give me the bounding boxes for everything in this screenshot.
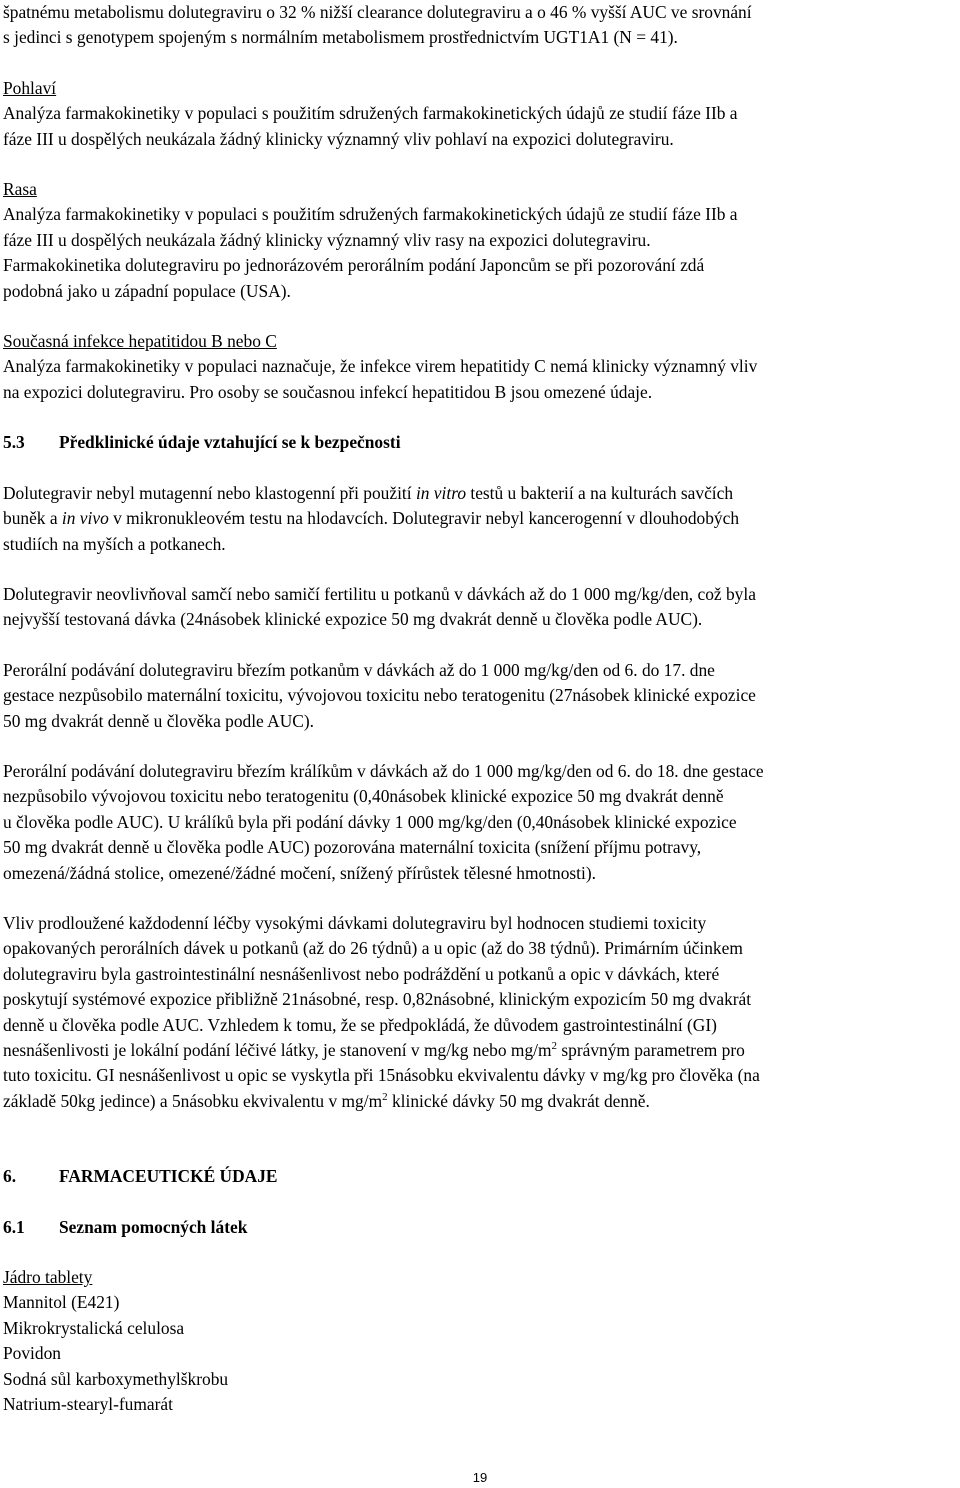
text-fragment: testů u bakterií a na kulturách savčích [466, 482, 734, 503]
superscript: 2 [551, 1040, 558, 1053]
hepatitis-paragraph [3, 329, 957, 405]
page-number: 19 [472, 1470, 488, 1485]
text-fragment: klinické dávky 50 mg dvakrát denně. [387, 1090, 650, 1111]
race-heading: Rasa [3, 179, 37, 200]
text-fragment: nesnášenlivosti je lokální podání léčivé látky, je stanovení v mg/kg nebo mg/m [3, 1040, 552, 1060]
section-6-1-heading [3, 1215, 957, 1240]
section-title: FARMACEUTICKÉ ÚDAJE [59, 1166, 278, 1187]
intro-paragraph [3, 0, 957, 51]
list-item: Povidon [3, 1343, 61, 1364]
text-line: nejvyšší testovaná dávka (24násobek klinické expozice 50 mg dvakrát denně u člověka podle AUC). [3, 609, 703, 630]
text-line: poskytují systémové expozice přibližně 21násobné, resp. 0,82násobné, klinickým expozicím 50 mg dvakrát [3, 989, 752, 1010]
section-6-heading [3, 1164, 957, 1189]
section-5-3-heading [3, 430, 957, 455]
text-line: gestace nezpůsobilo maternální toxicitu, vývojovou toxicitu nebo teratogenitu (27násobek klinické expozice [3, 685, 756, 706]
text-line: Analýza farmakokinetiky v populaci s použitím sdružených farmakokinetických údajů ze studií fáze IIb a [3, 204, 738, 225]
section-title: Seznam pomocných látek [59, 1216, 248, 1237]
text-line: špatnému metabolismu dolutegraviru o 32 % nižší clearance dolutegraviru a o 46 % vyšší AUC ve srovnání [3, 2, 752, 22]
excipients-list [3, 1265, 957, 1417]
list-item: Mikrokrystalická celulosa [3, 1317, 185, 1338]
text-line: na expozici dolutegraviru. Pro osoby se současnou infekcí hepatitidou B jsou omezené údaje. [3, 381, 653, 402]
section-number: 5.3 [3, 432, 25, 453]
text-line: Farmakokinetika dolutegraviru po jednorázovém perorálním podání Japoncům se při pozorování zdá [3, 255, 705, 276]
fertility-paragraph [3, 582, 957, 633]
text-line: fáze III u dospělých neukázala žádný klinicky významný vliv rasy na expozici dolutegraviru. [3, 229, 651, 250]
text-line: 50 mg dvakrát denně u člověka podle AUC). [3, 710, 315, 731]
gender-paragraph [3, 76, 957, 152]
text-line: Dolutegravir neovlivňoval samčí nebo samičí fertilitu u potkanů v dávkách až do 1 000 mg/kg/den, což byla [3, 583, 756, 604]
text-fragment: v mikronukleovém testu na hlodavcích. Dolutegravir nebyl kancerogenní v dlouhodobých [108, 508, 740, 529]
superscript: 2 [382, 1091, 388, 1104]
italic-term: in vitro [415, 482, 467, 503]
text-line: omezená/žádná stolice, omezené/žádné močení, snížený přírůstek tělesné hmotnosti). [3, 862, 596, 883]
hepatitis-heading: Současná infekce hepatitidou B nebo C [3, 331, 277, 352]
text-line: Analýza farmakokinetiky v populaci naznačuje, že infekce virem hepatitidy C nemá klinicky významný vliv [3, 356, 758, 377]
list-item: Sodná sůl karboxymethylškrobu [3, 1368, 229, 1389]
text-line: nezpůsobilo vývojovou toxicitu nebo teratogenitu (0,40násobek klinické expozice 50 mg dvakrát denně [3, 786, 724, 807]
text-line: denně u člověka podle AUC. Vzhledem k tomu, že se předpokládá, že důvodem gastrointestinální (GI) [3, 1014, 717, 1035]
text-line: opakovaných perorálních dávek u potkanů (až do 26 týdnů) a u opic (až do 38 týdnů). Primárním účinkem [3, 938, 743, 959]
text-line: studiích na myších a potkanech. [3, 533, 226, 554]
text-line: s jedinci s genotypem spojeným s normálním metabolismem prostřednictvím UGT1A1 (N = 41). [3, 27, 678, 48]
repeat-dose-toxicity-paragraph [3, 911, 957, 1114]
text-line: fáze III u dospělých neukázala žádný klinicky významný vliv pohlaví na expozici dolutegraviru. [3, 128, 674, 149]
text-line: u člověka podle AUC). U králíků byla při podání dávky 1 000 mg/kg/den (0,40násobek klinické expozice [3, 811, 737, 832]
section-number: 6.1 [3, 1216, 25, 1237]
rat-reproduction-paragraph [3, 658, 957, 734]
text-line: Vliv prodloužené každodenní léčby vysokými dávkami dolutegraviru byl hodnocen studiemi toxicity [3, 912, 707, 933]
text-line: Perorální podávání dolutegraviru březím potkanům v dávkách až do 1 000 mg/kg/den od 6. do 17. dne [3, 659, 715, 680]
italic-term: in vivo [61, 508, 109, 529]
race-paragraph [3, 177, 957, 304]
genotoxicity-paragraph [3, 481, 957, 557]
text-line: podobná jako u západní populace (USA). [3, 280, 291, 301]
text-line: Perorální podávání dolutegraviru březím králíkům v dávkách až do 1 000 mg/kg/den od 6. do 18. dne gestace [3, 760, 764, 781]
section-number: 6. [3, 1166, 17, 1187]
document-page [3, 0, 957, 1417]
text-line: 50 mg dvakrát denně u člověka podle AUC) pozorována maternální toxicita (snížení příjmu potravy, [3, 837, 702, 858]
text-line: tuto toxicitu. GI nesnášenlivost u opic se vyskytla při 15násobku ekvivalentu dávky v mg/kg pro člověka (na [3, 1065, 760, 1086]
list-item: Mannitol (E421) [3, 1292, 120, 1313]
text-fragment: Dolutegravir nebyl mutagenní nebo klastogenní při použití [3, 482, 416, 503]
gender-heading: Pohlaví [3, 77, 57, 98]
rabbit-reproduction-paragraph [3, 759, 957, 886]
text-line: dolutegraviru byla gastrointestinální nesnášenlivost nebo podráždění u potkanů a opic v dávkách, které [3, 963, 720, 984]
list-item: Natrium-stearyl-fumarát [3, 1394, 173, 1415]
text-fragment: správným parametrem pro [557, 1040, 745, 1060]
text-fragment: buněk a [3, 508, 62, 529]
text-line: Analýza farmakokinetiky v populaci s použitím sdružených farmakokinetických údajů ze studií fáze IIb a [3, 103, 738, 124]
section-title: Předklinické údaje vztahující se k bezpečnosti [59, 432, 401, 453]
text-fragment: základě 50kg jedince) a 5násobku ekvivalentu v mg/m [3, 1090, 383, 1111]
tablet-core-heading: Jádro tablety [3, 1267, 93, 1288]
